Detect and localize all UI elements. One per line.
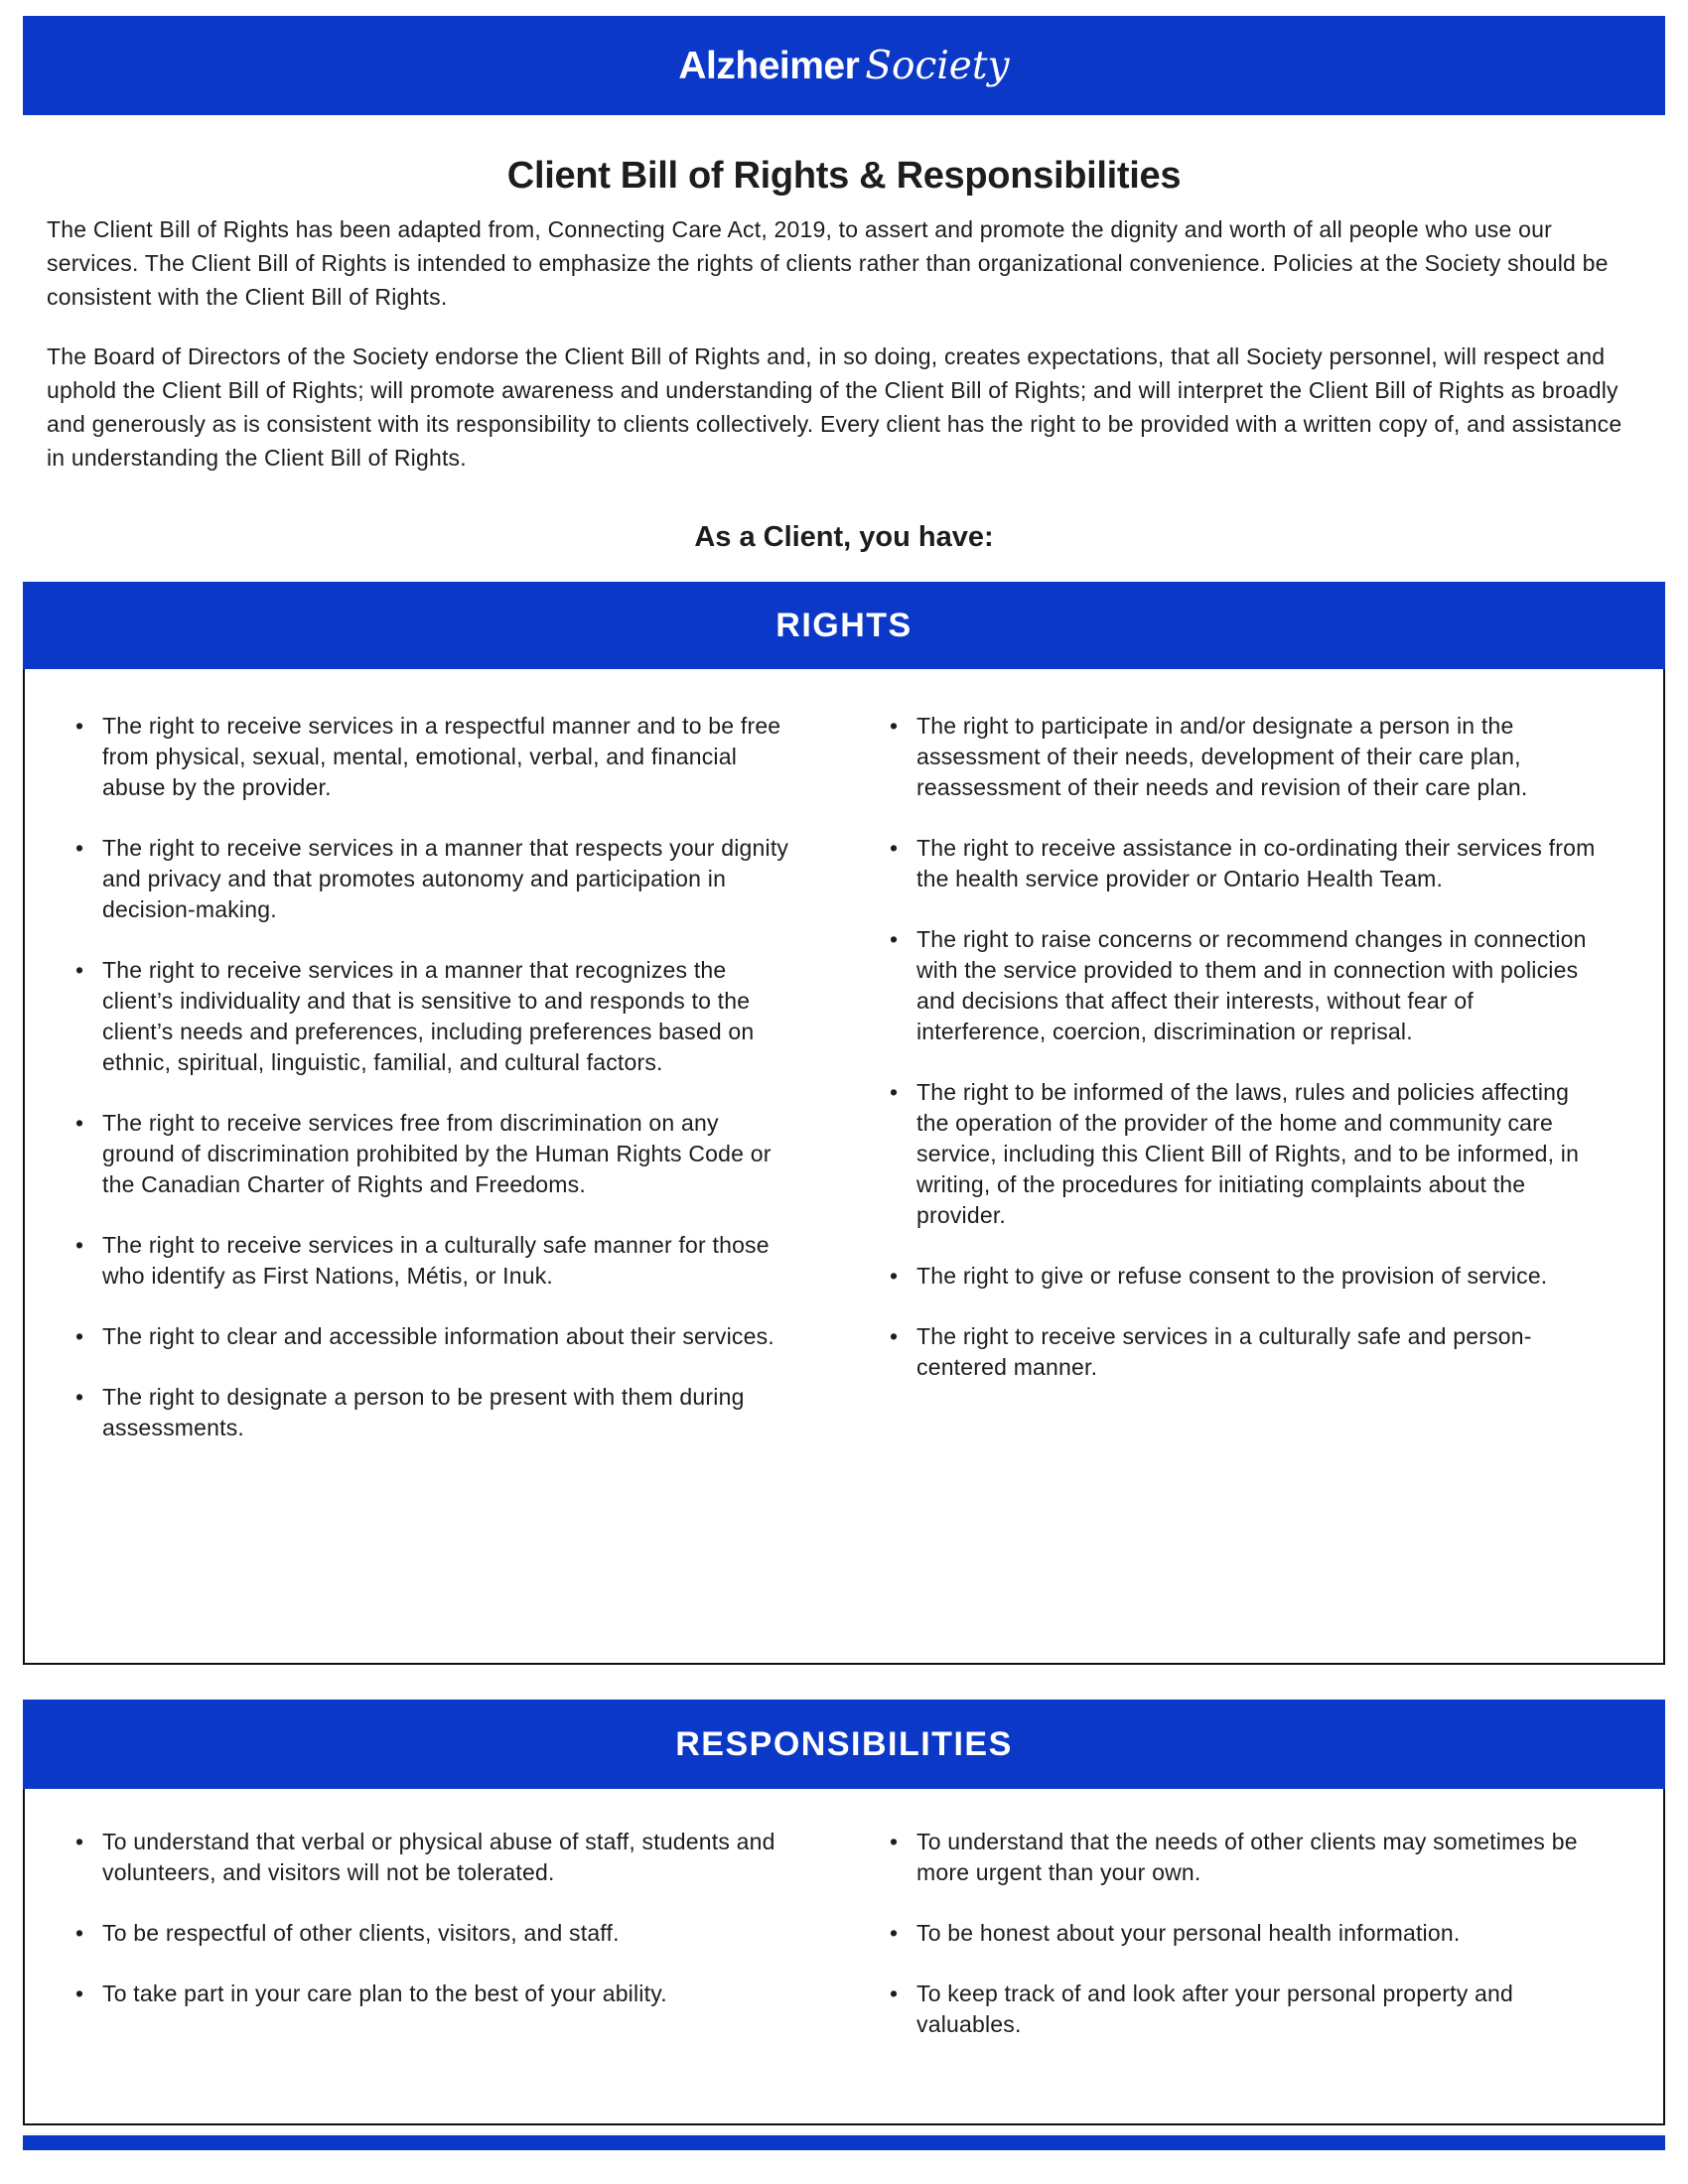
- responsibility-item: • To keep track of and look after your personal property and valuables.: [884, 1979, 1604, 2040]
- rights-item: • The right to receive services free from discrimination on any ground of discrimination prohibited by the Human Rights Code or the Canadian Charter of Rights and Freedoms.: [70, 1108, 789, 1200]
- responsibility-item: • To be honest about your personal health information.: [884, 1918, 1604, 1949]
- page-title: Client Bill of Rights & Responsibilities: [506, 155, 1182, 197]
- rights-box: [23, 669, 1665, 1665]
- responsibilities-section: [0, 1700, 1688, 2125]
- rights-item: • The right to receive services in a culturally safe manner for those who identify as First Nations, Métis, or Inuk.: [70, 1230, 789, 1292]
- rights-banner: RIGHTS: [23, 582, 1665, 669]
- rights-item: • The right to receive services in a manner that recognizes the client’s individuality and that is sensitive to and responds to the client’s needs and preferences, including preferences based on ethnic, spiritual, linguistic, familial, and cultural factors.: [70, 955, 789, 1078]
- responsibility-item: • To understand that verbal or physical abuse of staff, students and volunteers, and visitors will not be tolerated.: [70, 1827, 789, 1888]
- rights-item: • The right to raise concerns or recommend changes in connection with the service provided to them and in connection with policies and decisions that affect their interests, without fear of interference, coercion, discrimination or reprisal.: [884, 924, 1604, 1047]
- responsibilities-left-column: [70, 1827, 789, 2104]
- rights-left-column: [70, 711, 789, 1643]
- rights-item: • The right to clear and accessible information about their services.: [70, 1321, 789, 1352]
- responsibility-item: • To take part in your care plan to the best of your ability.: [70, 1979, 789, 2009]
- rights-item: • The right to be informed of the laws, rules and policies affecting the operation of the provider of the home and community care service, including this Client Bill of Rights, and to be informed, in writing, of the procedures for initiating complaints about the provider.: [884, 1077, 1604, 1231]
- intro-paragraph-2: The Board of Directors of the Society endorse the Client Bill of Rights and, in so doing, creates expectations, that all Society personnel, will respect and uphold the Client Bill of Rights; will promote awareness and understanding of the Client Bill of Rights; and will interpret the Client Bill of Rights as broadly and generously as is consistent with its responsibility to clients collectively. Every client has the right to be provided with a written copy of, and assistance in understanding the Client Bill of Rights.: [47, 343, 1622, 471]
- responsibility-item: • To be respectful of other clients, visitors, and staff.: [70, 1918, 789, 1949]
- brand-banner: [23, 16, 1665, 115]
- bottom-blue-bar: [23, 2135, 1665, 2150]
- alzheimer-society-logo: [678, 44, 1009, 88]
- responsibilities-right-column: [884, 1827, 1604, 2104]
- subheading: As a Client, you have:: [694, 521, 994, 553]
- rights-item: • The right to receive assistance in co-ordinating their services from the health service provider or Ontario Health Team.: [884, 833, 1604, 894]
- responsibilities-box: [23, 1789, 1665, 2125]
- rights-item: • The right to receive services in a culturally safe and person-centered manner.: [884, 1321, 1604, 1383]
- brand-name-bold: Alzheimer: [678, 44, 860, 87]
- rights-section: [0, 582, 1688, 1665]
- rights-item: • The right to receive services in a manner that respects your dignity and privacy and that promotes autonomy and participation in decision-making.: [70, 833, 789, 925]
- responsibilities-banner: RESPONSIBILITIES: [23, 1700, 1665, 1789]
- intro-paragraph-1: The Client Bill of Rights has been adapted from, Connecting Care Act, 2019, to assert and promote the dignity and worth of all people who use our services. The Client Bill of Rights is intended to emphasize the rights of clients rather than organizational convenience. Policies at the Society should be consistent with the Client Bill of Rights.: [47, 216, 1609, 310]
- rights-item: • The right to designate a person to be present with them during assessments.: [70, 1382, 789, 1443]
- rights-item: • The right to give or refuse consent to the provision of service.: [884, 1261, 1604, 1292]
- rights-item: • The right to participate in and/or designate a person in the assessment of their needs, development of their care plan, reassessment of their needs and revision of their care plan.: [884, 711, 1604, 803]
- rights-item: • The right to receive services in a respectful manner and to be free from physical, sexual, mental, emotional, verbal, and financial abuse by the provider.: [70, 711, 789, 803]
- rights-right-column: [884, 711, 1604, 1643]
- brand-name-script: Society: [865, 43, 1010, 88]
- responsibility-item: • To understand that the needs of other clients may sometimes be more urgent than your own.: [884, 1827, 1604, 1888]
